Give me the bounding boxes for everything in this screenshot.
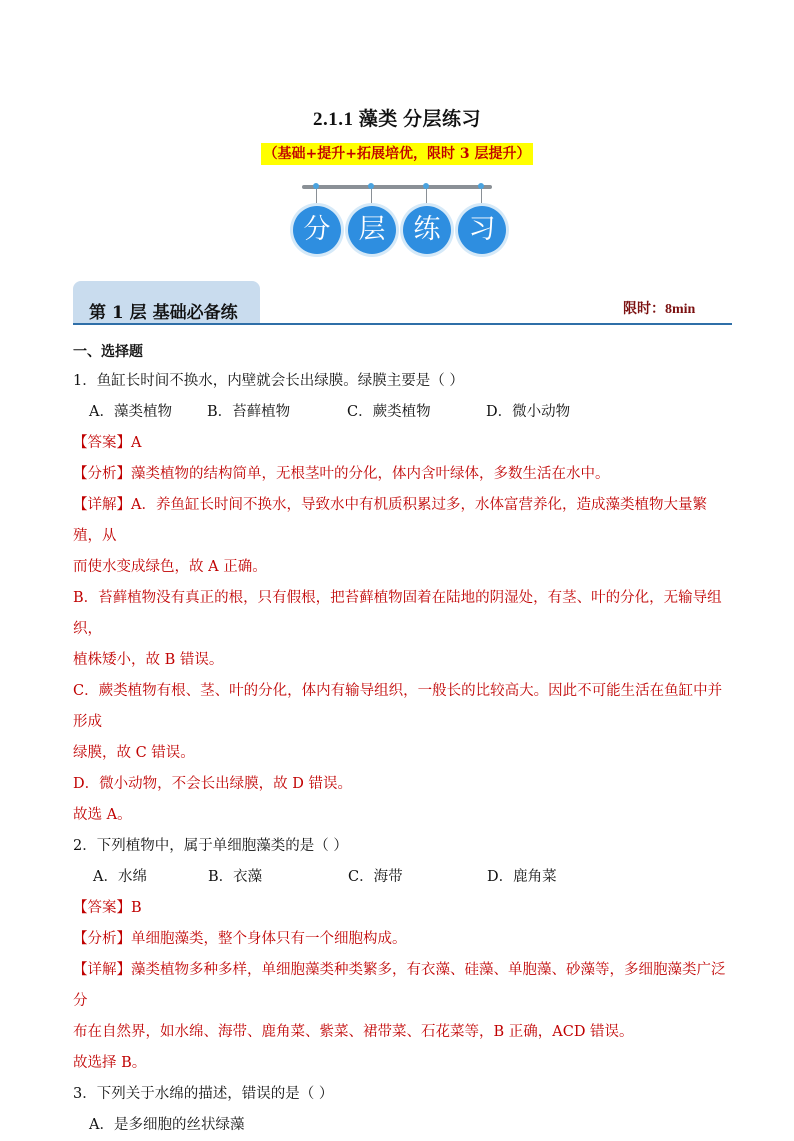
- detail-tag: 【详解】: [73, 962, 131, 978]
- analysis-tag: 【分析】: [73, 931, 131, 947]
- option: C．海带: [348, 869, 403, 885]
- detail-text: 绿膜，故 C 错误。: [73, 745, 195, 761]
- analysis-line: [73, 459, 733, 490]
- detail-text: 布在自然界，如水绵、海带、鹿角菜、紫菜、裙带菜、石花菜等，B 正确，ACD 错误。: [73, 1024, 634, 1040]
- option: A．藻类植物: [89, 404, 172, 420]
- option: D．微小动物: [486, 404, 571, 420]
- time-limit-label: 限时：: [623, 301, 665, 317]
- section-divider: [73, 323, 732, 325]
- time-limit-value: 8min: [665, 302, 696, 317]
- analysis-line: [73, 924, 733, 955]
- logo-stem: [371, 188, 372, 207]
- conclusion: 故选 A。: [73, 807, 132, 823]
- option-row: [73, 1110, 733, 1141]
- option: A．水绵: [93, 869, 147, 885]
- answer-value: A: [131, 435, 142, 451]
- analysis-tag: 【分析】: [73, 466, 131, 482]
- detail-text: C．蕨类植物有根、茎、叶的分化，体内有输导组织，一般长的比较高大。因此不可能生活在鱼缸中并形成: [73, 683, 723, 730]
- answer-tag: 【答案】: [73, 900, 131, 916]
- detail-text: D．微小动物，不会长出绿膜，故 D 错误。: [73, 776, 352, 792]
- logo-stem: [316, 188, 317, 207]
- detail-line: [73, 955, 733, 1017]
- detail-text: 植株矮小，故 B 错误。: [73, 652, 224, 668]
- section-tab: [73, 281, 260, 324]
- question-stem: 2．下列植物中，属于单细胞藻类的是（ ）: [73, 838, 348, 854]
- answer-value: B: [131, 900, 142, 916]
- option-row: [73, 862, 733, 893]
- detail-tag: 【详解】: [73, 497, 131, 513]
- analysis-text: 单细胞藻类，整个身体只有一个细胞构成。: [131, 931, 407, 947]
- question-stem: 3．下列关于水绵的描述，错误的是（ ）: [73, 1086, 334, 1102]
- logo-bar: [302, 185, 492, 189]
- logo-pin: [368, 183, 374, 189]
- option: C．蕨类植物: [347, 404, 431, 420]
- answer-tag: 【答案】: [73, 435, 131, 451]
- time-limit: [623, 298, 695, 318]
- option: A．是多细胞的丝状绿藻: [89, 1117, 245, 1133]
- analysis-text: 藻类植物的结构简单，无根茎叶的分化，体内含叶绿体，多数生活在水中。: [131, 466, 610, 482]
- logo-pin: [313, 183, 319, 189]
- subtitle-wrap: [0, 143, 794, 165]
- question-stem: 1．鱼缸长时间不换水，内壁就会长出绿膜。绿膜主要是（ ）: [73, 373, 464, 389]
- logo-stem: [426, 188, 427, 207]
- page-title: 2.1.1 藻类 分层练习: [312, 109, 481, 130]
- option: B．衣藻: [208, 869, 263, 885]
- logo-stem: [481, 188, 482, 207]
- subtitle: （基础+提升+拓展培优，限时 3 层提升）: [261, 143, 534, 165]
- logo-char-circle: 分: [293, 206, 341, 254]
- detail-text: 藻类植物多种多样，单细胞藻类种类繁多，有衣藻、硅藻、单胞藻、砂藻等，多细胞藻类广泛分: [73, 962, 726, 1009]
- detail-text: B．苔藓植物没有真正的根，只有假根，把苔藓植物固着在陆地的阴湿处，有茎、叶的分化，无输导组织，: [73, 590, 722, 637]
- logo-pin: [478, 183, 484, 189]
- answer-line: [73, 428, 733, 459]
- option: D．鹿角菜: [487, 869, 557, 885]
- logo-char-circle: 层: [348, 206, 396, 254]
- part-heading: 一、选择题: [73, 344, 143, 360]
- option-row: [73, 397, 733, 428]
- detail-text: 而使水变成绿色，故 A 正确。: [73, 559, 267, 575]
- detail-line: [73, 490, 733, 552]
- section-label: 第 1 层 基础必备练: [89, 303, 238, 323]
- logo-char-circle: 练: [403, 206, 451, 254]
- question-content: [73, 338, 733, 1141]
- option: B．苔藓植物: [207, 404, 291, 420]
- answer-line: [73, 893, 733, 924]
- logo-pin: [423, 183, 429, 189]
- detail-text: A．养鱼缸长时间不换水，导致水中有机质积累过多，水体富营养化，造成藻类植物大量繁殖，从: [73, 497, 707, 544]
- layered-practice-logo: [290, 180, 504, 260]
- conclusion: 故选择 B。: [73, 1055, 147, 1071]
- logo-char-circle: 习: [458, 206, 506, 254]
